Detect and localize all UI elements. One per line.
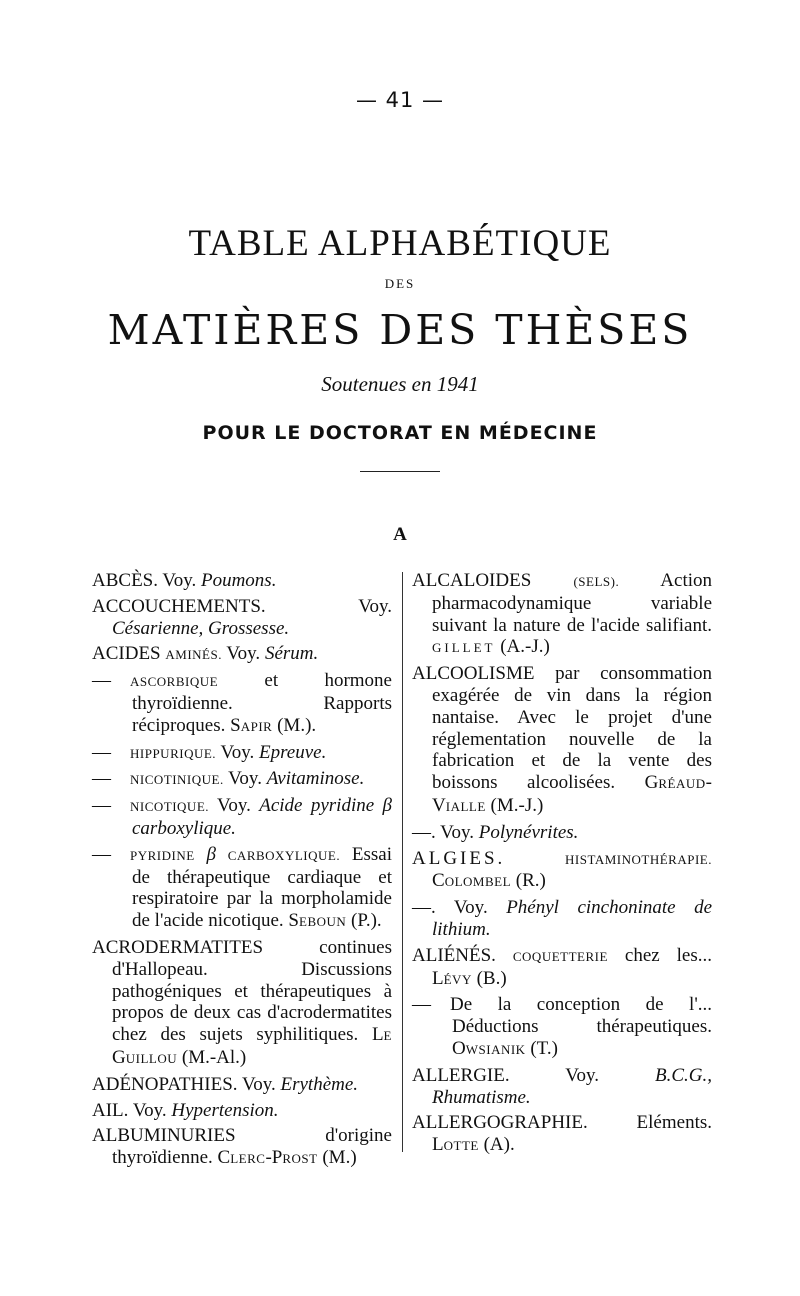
index-entry: [412, 663, 712, 818]
index-entry: [412, 1112, 712, 1157]
voy: Voy.: [565, 1064, 600, 1086]
entry-subhead: AMINÉS.: [165, 647, 222, 663]
entry-text: Essai de thérapeutique cardiaque et respiratoire par la morpholamide de l'acide nicotique.: [132, 843, 392, 932]
cross-reference: Phényl cinchoninate de lithium.: [432, 897, 712, 940]
index-entry: [412, 570, 712, 659]
cross-reference: Hypertension.: [171, 1099, 279, 1121]
dash: —: [92, 843, 111, 865]
title-rule: [360, 471, 440, 472]
entry-head: ALLERGIE.: [412, 1064, 510, 1086]
entry-subhead: COQUETTERIE: [512, 948, 608, 964]
entry-text: et hormone thyroïdienne. Rapports réciproques.: [132, 670, 392, 736]
author: GILLET: [432, 640, 496, 656]
page-number: — 41 —: [355, 88, 445, 112]
subtitle: Soutenues en 1941: [321, 372, 479, 396]
entry-head: ALIÉNÉS.: [412, 944, 496, 966]
left-column: [92, 570, 392, 1174]
column-divider: [402, 572, 403, 1152]
entry-text: chez les...: [624, 944, 713, 966]
cross-reference: Polynévrites.: [478, 821, 579, 843]
cross-reference: Césarienne, Grossesse.: [112, 617, 290, 639]
title-line-2: MATIÈRES DES THÈSES: [107, 306, 693, 354]
entry-head: ALLERGOGRAPHIE.: [412, 1112, 588, 1134]
index-entry: [92, 1100, 392, 1122]
dash: —: [92, 670, 111, 692]
index-entry: [92, 570, 392, 592]
index-subentry: [92, 742, 392, 765]
cross-reference: Avitaminose.: [266, 768, 365, 790]
entry-head: ACIDES: [92, 643, 161, 665]
author: SEBOUN (P.).: [288, 910, 382, 932]
dash: —: [412, 994, 431, 1016]
index-entry: [412, 848, 712, 894]
cross-reference: Erythème.: [280, 1073, 359, 1095]
entry-text: par consommation exagérée de vin dans la région nantaise. Avec le projet d'une réglementation nouvelle de la fabrication et de la vente des boissons alcoolisées.: [432, 663, 712, 794]
index-entry: [92, 1074, 392, 1096]
author: COLOMBEL (R.): [432, 870, 546, 892]
doctorat-heading: POUR LE DOCTORAT EN MÉDECINE: [202, 422, 598, 444]
index-subentry: [92, 795, 392, 840]
entry-subhead: NICOTIQUE.: [130, 799, 210, 815]
section-letter: A: [393, 524, 407, 545]
entry-subhead: (SELS).: [573, 574, 620, 589]
entry-head: ACCOUCHEMENTS.: [92, 595, 266, 617]
entry-subhead: ASCORBIQUE: [130, 674, 219, 690]
entry-head: ACRODERMATITES: [92, 936, 264, 958]
entry-text: Eléments.: [636, 1112, 712, 1134]
entry-text: De la conception de l'... Déductions thérapeutiques.: [450, 994, 712, 1038]
voy: Voy.: [453, 897, 488, 919]
index-entry: [92, 643, 392, 666]
author: LE GUILLOU (M.-Al.): [112, 1024, 392, 1068]
voy: Voy.: [228, 768, 262, 790]
voy: Voy.: [440, 821, 474, 843]
dash: —.: [412, 897, 436, 919]
author: GRÉAUD-VIALLE (M.-J.): [432, 772, 712, 816]
cross-reference: Acide pyridine β carboxylique.: [132, 795, 392, 839]
entry-subhead: NICOTINIQUE.: [130, 772, 224, 788]
index-entry: [412, 945, 712, 991]
voy: Voy.: [358, 595, 392, 617]
entry-head: AIL.: [92, 1099, 129, 1121]
entry-head: ALCOOLISME: [412, 663, 535, 685]
entry-subhead: PYRIDINE: [130, 847, 195, 863]
entry-head: ABCÈS.: [92, 570, 158, 591]
title-line-1: TABLE ALPHABÉTIQUE: [188, 223, 612, 264]
author: OWSIANIK (T.): [452, 1037, 558, 1059]
voy: Voy.: [241, 1073, 276, 1095]
author-initials: (A.-J.): [500, 636, 550, 658]
entry-subhead: CARBOXYLIQUE.: [227, 847, 341, 863]
voy: Voy.: [162, 570, 197, 591]
entry-head: ADÉNOPATHIES.: [92, 1073, 238, 1095]
voy: Voy.: [132, 1099, 167, 1121]
index-subentry: [412, 994, 712, 1060]
index-entry: [412, 822, 712, 844]
dash: —: [92, 795, 111, 817]
entry-text: continues d'Hallopeau. Discussions pathogéniques et thérapeutiques à propos de deux cas d'acrodermatites chez des sujets syphilitiques.: [112, 936, 392, 1046]
entry-head: ALGIES.: [412, 847, 506, 869]
index-entry: [412, 897, 712, 941]
cross-reference: Sérum.: [264, 643, 319, 665]
voy: Voy.: [226, 643, 261, 665]
entry-text: d'origine thyroïdienne.: [112, 1125, 392, 1169]
dash: —: [92, 741, 111, 763]
entry-subhead: HISTAMINOTHÉRAPIE.: [565, 851, 712, 867]
index-subentry: [92, 670, 392, 737]
index-entry: [412, 1065, 712, 1109]
index-entry: [92, 937, 392, 1070]
voy: Voy.: [217, 795, 251, 817]
index-entry: [92, 596, 392, 640]
index-entry: [92, 1125, 392, 1170]
cross-reference: Poumons.: [200, 570, 277, 591]
author: LÉVY (B.): [432, 967, 507, 989]
entry-subhead: HIPPURIQUE.: [130, 745, 217, 761]
cross-reference: Epreuve.: [259, 741, 327, 763]
beta-symbol: β: [206, 843, 216, 865]
voy: Voy.: [220, 741, 255, 763]
title-des: DES: [384, 276, 416, 291]
entry-head: ALBUMINURIES: [92, 1125, 236, 1147]
dash: —: [92, 768, 111, 790]
dash: —.: [412, 821, 436, 843]
entry-text: Action pharmacodynamique variable suivant la nature de l'acide salifiant.: [432, 570, 713, 636]
author: CLERC-PROST (M.): [217, 1147, 357, 1169]
cross-reference: B.C.G., Rhumatisme.: [432, 1064, 712, 1108]
index-subentry: [92, 768, 392, 791]
entry-head: ALCALOIDES: [412, 570, 532, 591]
author: SAPIR (M.).: [230, 714, 317, 736]
author: LOTTE (A).: [432, 1134, 515, 1156]
right-column: [412, 570, 712, 1161]
index-subentry: [92, 844, 392, 933]
